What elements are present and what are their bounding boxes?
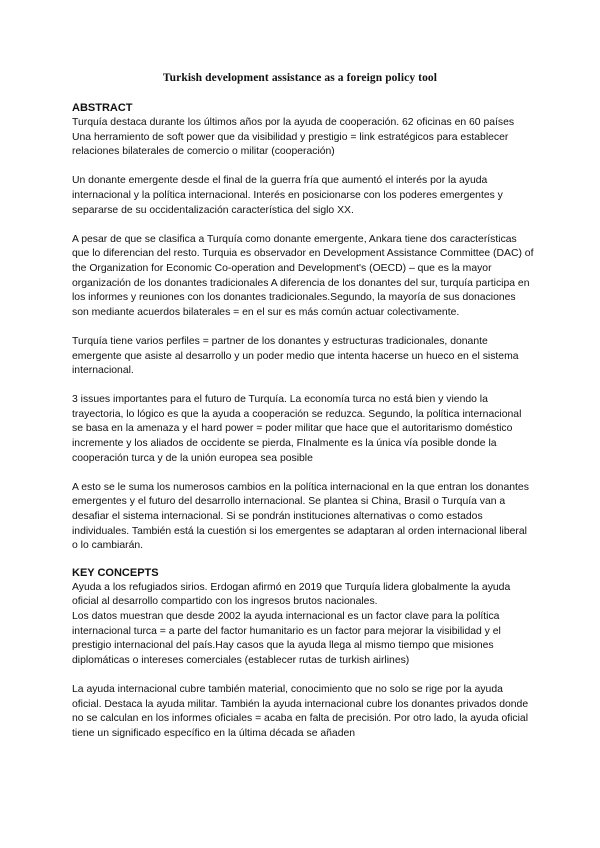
abstract-paragraph-6: A esto se le suma los numerosos cambios en la política internacional en la que entran los donantes emergentes y el futuro del desarrollo internacional. Se plantea si China, Brasil o Turquía van a desafiar el sistema internacional. Si se pondrán instituciones alternativas o como estados individuales. También está la cuestión si los emergentes se adaptaran al orden internacional liberal o lo cambiarán. bbox=[72, 481, 529, 552]
abstract-paragraph-2: Un donante emergente desde el final de la guerra fría que aumentó el interés por la ayuda internacional y la política internacional. Interés en posicionarse con los poderes emergentes y separarse de su occidentalización característica del siglo XX. bbox=[72, 175, 503, 216]
abstract-paragraph-3: A pesar de que se clasifica a Turquía como donante emergente, Ankara tiene dos características que lo diferencian del resto. Turquia es observador en Development Assistance Committee (DAC) of the Organization for Economic Co-operation and Development's (OECD) – que es la mayor organización de los donantes tradicionales A diferencia de los donantes del sur, turquía participa en los informes y reuniones con los donantes tradicionales.Segundo, la mayoría de sus donaciones son mediante acuerdos bilaterales = en el sur es más común actuar colectivamente. bbox=[72, 233, 534, 318]
key-concepts-section bbox=[72, 566, 534, 742]
section-heading-key-concepts: KEY CONCEPTS bbox=[72, 566, 159, 579]
abstract-paragraph-5: 3 issues importantes para el futuro de Turquía. La economía turca no está bien y viendo la trayectoria, lo lógico es que la ayuda a cooperación se reduzca. Segundo, la política internacional se basa en la amenaza y el hard power = poder militar que hace que el autoritarismo doméstico incremente y los aliados de occidente se pierda, FInalmente es la única vía posible donde la cooperación turca y de la unión europea sea posible bbox=[72, 394, 522, 464]
abstract-paragraph-1: Turquía destaca durante los últimos años por la ayuda de cooperación. 62 oficinas en 60 países Una herramiento de soft power que da visibilidad y prestigio = link estratégicos para establecer relaciones bilaterales de comercio o militar (cooperación) bbox=[72, 117, 515, 158]
key-concepts-paragraph-2: Los datos muestran que desde 2002 la ayuda internacional es un factor clave para la política internacional turca = a parte del factor humanitario es un factor para mejorar la visibilidad y el prestigio internacional del país.Hay casos que la ayuda llega al mismo tiempo que misiones diplomáticas o intereses comerciales (establecer rutas de turkish airlines) bbox=[72, 611, 501, 666]
document-title: Turkish development assistance as a foreign policy tool bbox=[162, 72, 438, 84]
document-body bbox=[72, 101, 534, 741]
key-concepts-paragraph-3: La ayuda internacional cubre también material, conocimiento que no solo se rige por la ayuda oficial. Destaca la ayuda militar. También la ayuda internacional cubre los donantes privados donde no se calculan en los informes oficiales = acaba en falta de precisión. Por otro lado, la ayuda oficial tiene un significado específico en la última década se añaden bbox=[72, 683, 529, 739]
key-concepts-paragraph-1: Ayuda a los refugiados sirios. Erdogan afirmó en 2019 que Turquía lidera globalmente la ayuda oficial al desarrollo compartido con los ingresos brutos nacionales. bbox=[72, 581, 511, 608]
abstract-paragraph-4: Turquía tiene varios perfiles = partner de los donantes y estructuras tradicionales, donante emergente que asiste al desarrollo y un poder medio que intenta hacerse un hueco en el sistema internacional. bbox=[72, 335, 519, 377]
section-heading-abstract: ABSTRACT bbox=[72, 102, 133, 114]
abstract-section bbox=[72, 101, 534, 554]
